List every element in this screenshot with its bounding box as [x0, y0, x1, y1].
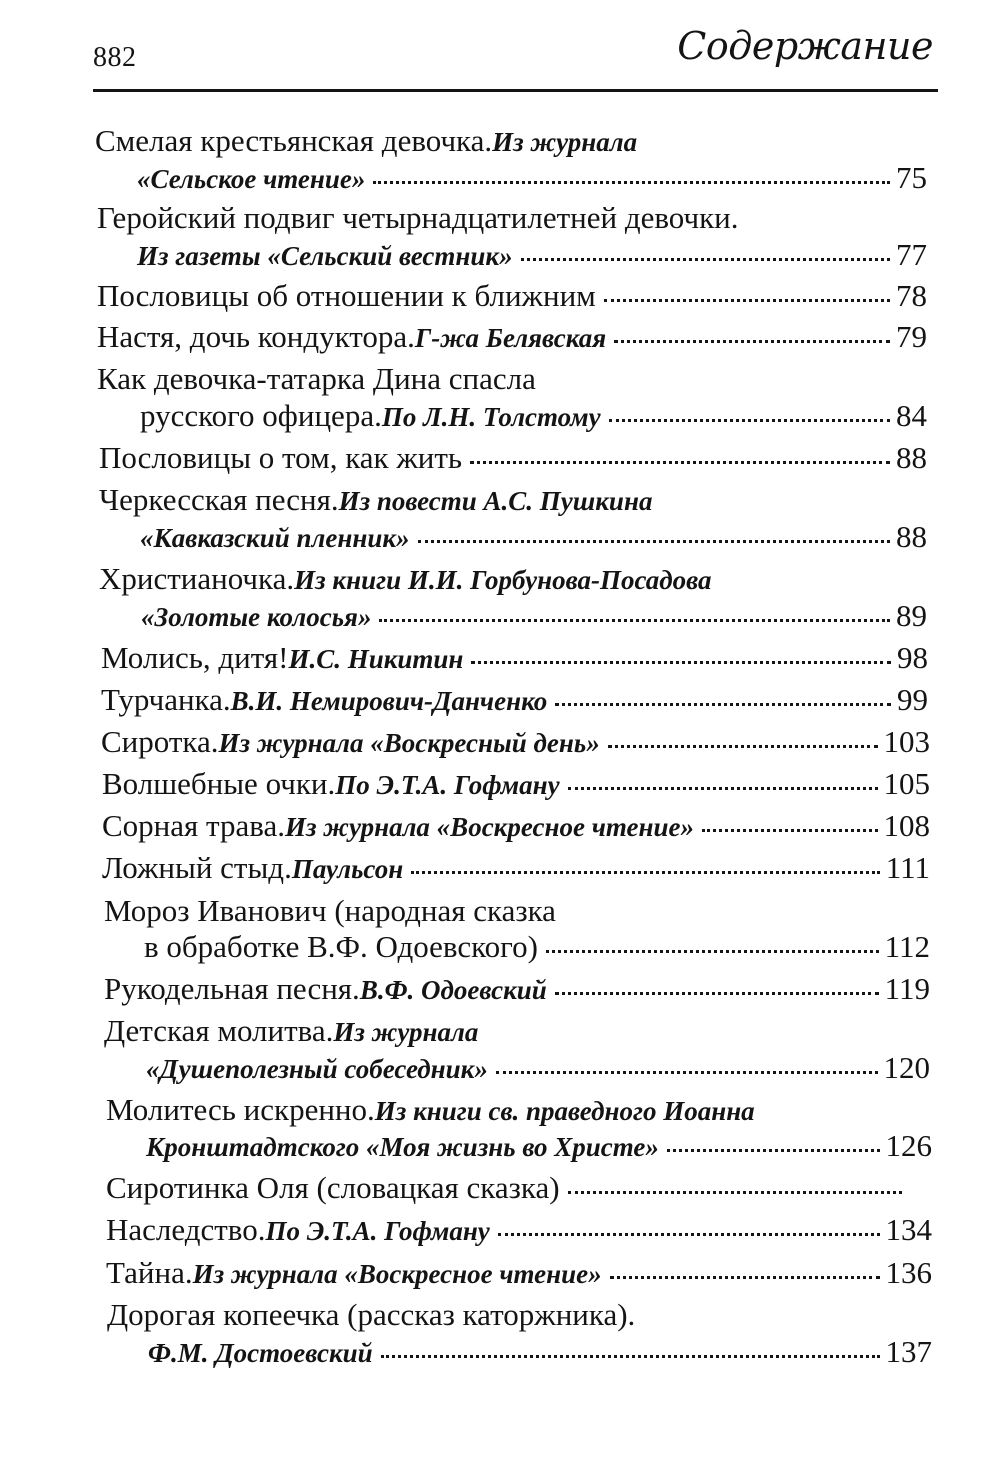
toc-entry-line [102, 768, 930, 799]
toc-title: Сорная трава. [102, 808, 285, 843]
leader-dots [568, 787, 878, 790]
toc-entry-line [144, 931, 930, 962]
toc-source: Из журнала «Воскресное чтение» [284, 812, 694, 842]
leader-dots [496, 1071, 878, 1074]
toc-page: 75 [896, 160, 927, 195]
toc-entry-line [107, 1299, 635, 1330]
toc-entry-line [102, 810, 930, 841]
leader-dots [608, 745, 878, 748]
toc-entry-line [97, 280, 927, 311]
leader-dots [381, 1355, 880, 1358]
toc-entry-line [104, 1015, 478, 1046]
toc-source: «Душеполезный собеседник» [146, 1054, 488, 1084]
leader-dots [610, 1276, 880, 1279]
leader-dots [411, 871, 880, 874]
toc-page: 136 [885, 1255, 932, 1290]
toc-source: Из книги св. праведного Иоанна [374, 1096, 755, 1126]
leader-dots [498, 1233, 880, 1236]
toc-entry-line [99, 484, 652, 515]
leader-dots [604, 299, 890, 302]
toc-title: Как девочка-татарка Дина спасла [97, 361, 536, 396]
toc-entry-line [141, 600, 927, 631]
toc-title: Пословицы об отношении к ближним [97, 278, 596, 313]
toc-entry-line [104, 973, 930, 1004]
toc-entry-line [95, 125, 637, 156]
toc-source: В.Ф. Одоевский [359, 975, 547, 1005]
toc-source: Ф.М. Достоевский [148, 1338, 373, 1368]
toc-page: 99 [897, 682, 928, 717]
toc-source: Из журнала [333, 1017, 479, 1047]
toc-source: В.И. Немирович-Данченко [230, 686, 548, 716]
toc-entry-line [99, 442, 927, 473]
toc-page: 78 [896, 278, 927, 313]
toc-title: русского офицера. [140, 398, 382, 433]
page-header [93, 22, 933, 92]
toc-source: И.С. Никитин [288, 644, 464, 674]
toc-entry-line [101, 726, 930, 757]
toc-source: Из газеты «Сельский вестник» [137, 241, 513, 271]
toc-entry-line [104, 895, 556, 926]
leader-dots [546, 950, 879, 953]
leader-dots [470, 461, 890, 464]
toc-entry-line [106, 1094, 755, 1125]
toc-page: 103 [883, 724, 930, 759]
toc-page: 108 [883, 808, 930, 843]
toc-source: Из журнала «Воскресное чтение» [192, 1259, 602, 1289]
toc-page: 134 [885, 1212, 932, 1247]
leader-dots [614, 340, 890, 343]
toc-source: «Сельское чтение» [137, 164, 366, 194]
leader-dots [471, 661, 891, 664]
toc-entry-line [102, 852, 930, 883]
toc-entry-line [99, 563, 712, 594]
toc-entry-line [97, 202, 738, 233]
toc-page: 120 [883, 1050, 930, 1085]
toc-source: Из журнала [492, 127, 638, 157]
toc-title: Черкесская песня. [99, 482, 339, 517]
leader-dots [555, 703, 891, 706]
toc-source: Г-жа Белявская [414, 323, 607, 353]
leader-dots [555, 992, 879, 995]
toc-title: Дорогая копеечка (рассказ каторжника). [107, 1297, 636, 1332]
toc-title: Сиротка. [101, 724, 219, 759]
toc-title: Сиротинка Оля (словацкая сказка) [106, 1170, 560, 1205]
toc-title: Христианочка. [99, 561, 295, 596]
toc-entry-line [140, 400, 927, 431]
toc-entry-line [101, 642, 928, 673]
toc-page: 105 [883, 766, 930, 801]
leader-dots [609, 419, 890, 422]
toc-page: 111 [885, 850, 930, 885]
toc-title: Наследство. [106, 1212, 266, 1247]
toc-page: 88 [896, 440, 927, 475]
toc-page: 89 [896, 598, 927, 633]
toc-entry-line [137, 162, 927, 193]
toc-source: Из книги И.И. Горбунова-Посадова [294, 565, 712, 595]
toc-source: По Л.Н. Толстому [381, 402, 601, 432]
header-rule [93, 89, 938, 92]
toc-page: 126 [885, 1128, 932, 1163]
toc-title: Турчанка. [101, 682, 231, 717]
leader-dots [373, 181, 890, 184]
toc-source: Кронштадтского «Моя жизнь во Христе» [146, 1132, 659, 1162]
toc-page: 119 [884, 971, 930, 1006]
running-title: Содержание [677, 24, 933, 68]
toc-page: 137 [885, 1334, 932, 1369]
leader-dots [667, 1149, 880, 1152]
toc-source: Паульсон [291, 854, 404, 884]
toc-source: По Э.Т.А. Гофману [335, 770, 560, 800]
toc-page: 77 [896, 237, 927, 272]
toc-title: Пословицы о том, как жить [99, 440, 463, 475]
toc-entry-line [148, 1336, 932, 1367]
leader-dots [521, 258, 890, 261]
leader-dots [702, 829, 878, 832]
toc-page: 88 [896, 519, 927, 554]
leader-dots [418, 540, 890, 543]
toc-title: Детская молитва. [104, 1013, 334, 1048]
toc-page: 112 [884, 929, 930, 964]
toc-entry-line [106, 1214, 932, 1245]
toc-entry-line [106, 1172, 932, 1203]
leader-dots [379, 619, 890, 622]
toc-title: Волшебные очки. [102, 766, 336, 801]
toc-source: По Э.Т.А. Гофману [265, 1216, 490, 1246]
toc-entry-line [106, 1257, 932, 1288]
toc-title: Смелая крестьянская девочка. [95, 123, 493, 158]
toc-entry-line [137, 239, 927, 270]
leader-dots [568, 1191, 902, 1194]
toc-title: Тайна. [106, 1255, 193, 1290]
toc-page: 79 [896, 319, 927, 354]
toc-title: Геройский подвиг четырнадцатилетней девочки. [97, 200, 739, 235]
toc-entry-line [97, 321, 927, 352]
toc-entry-line [146, 1130, 932, 1161]
toc-entry-line [101, 684, 928, 715]
toc-source: Из повести А.С. Пушкина [338, 486, 653, 516]
toc-source: «Кавказский пленник» [140, 523, 410, 553]
toc-title: Мороз Иванович (народная сказка [104, 893, 556, 928]
toc-title: Молитесь искренно. [106, 1092, 375, 1127]
page-number: 882 [93, 42, 137, 73]
toc-source: Из журнала «Воскресный день» [218, 728, 600, 758]
toc-title: в обработке В.Ф. Одоевского) [144, 929, 538, 964]
toc-title: Настя, дочь кондуктора. [97, 319, 415, 354]
toc-entry-line [140, 521, 927, 552]
toc-page: 98 [897, 640, 928, 675]
toc-title: Молись, дитя! [101, 640, 289, 675]
toc-entry-line [146, 1052, 930, 1083]
toc-entry-line [97, 363, 536, 394]
toc-title: Ложный стыд. [102, 850, 292, 885]
toc-title: Рукодельная песня. [104, 971, 360, 1006]
toc-page: 84 [896, 398, 927, 433]
toc-source: «Золотые колосья» [141, 602, 372, 632]
